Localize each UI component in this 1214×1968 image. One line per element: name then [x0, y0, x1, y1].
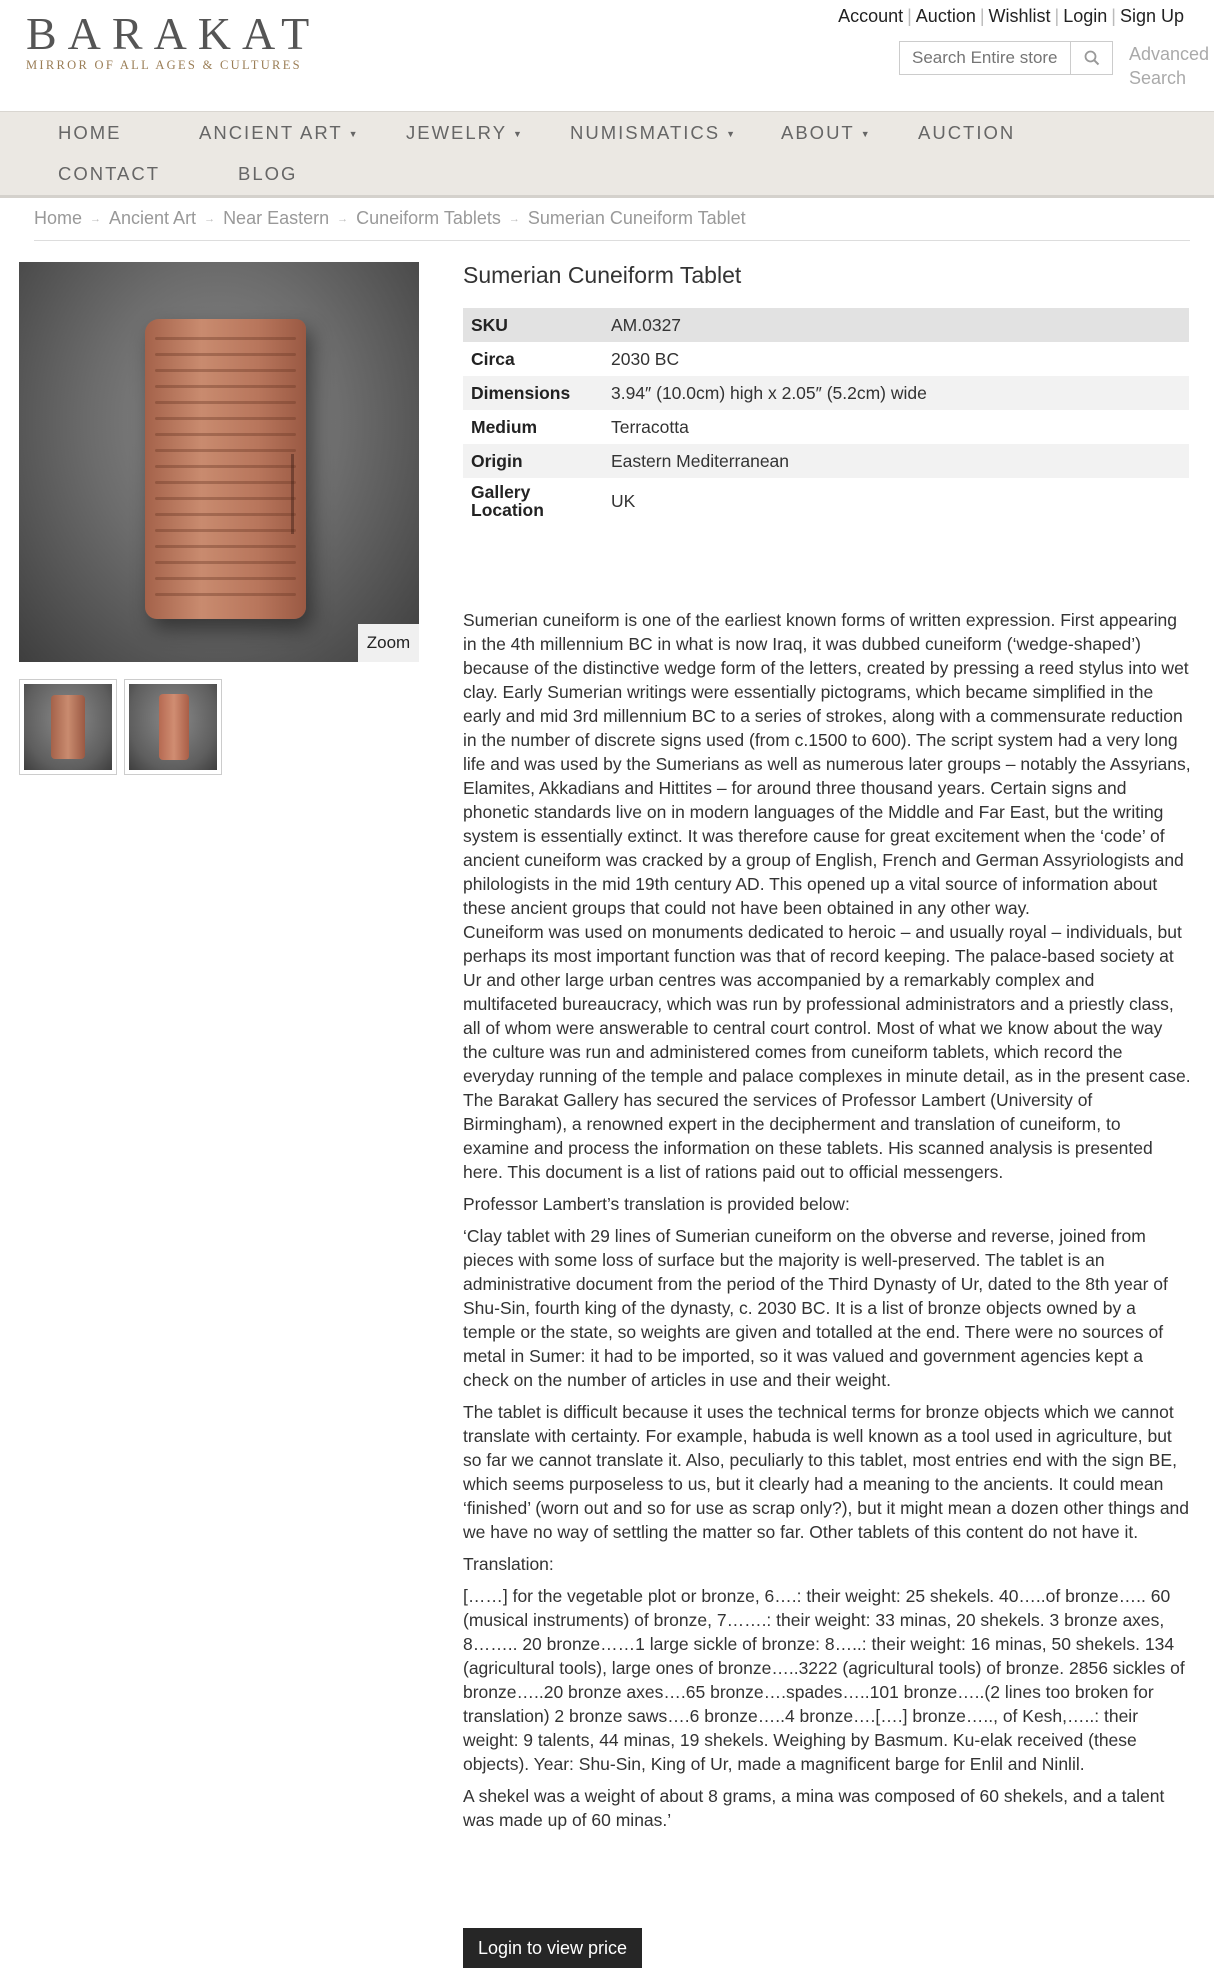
description-paragraph: Cuneiform was used on monuments dedicated to heroic – and usually royal – individuals, but perhaps its most important function was that of record keeping. The palace-based society at Ur and other large urban centres was accompanied by a remarkably complex and multifaceted bureaucracy, which was run by professional administrators and a priestly class, all of whom were answerable to central court control. Most of what we know about the way the culture was run and administered comes from cuneiform tablets, which record the everyday running of the temple and palace complexes in minute detail, as in the present case. The Barakat Gallery has secured the services of Professor Lambert (University of Birmingham), a renowned expert in the decipherment and translation of cuneiform, to examine and process the information on these tablets. His scanned analysis is presented here. This document is a list of rations paid out to official messengers.: [463, 922, 1191, 1182]
product-description: [463, 608, 1191, 1840]
product-specs-table: [463, 308, 1189, 524]
spec-value: Eastern Mediterranean: [603, 444, 1189, 478]
separator: |: [1111, 6, 1116, 26]
spec-row-gallery-location: [463, 478, 1189, 524]
search-input[interactable]: [900, 42, 1072, 74]
brand-name: BARAKAT: [26, 8, 321, 59]
breadcrumb-current: Sumerian Cuneiform Tablet: [527, 208, 746, 228]
sign-up-link[interactable]: Sign Up: [1119, 6, 1184, 26]
breadcrumb-cuneiform-tablets[interactable]: Cuneiform Tablets: [356, 208, 501, 228]
tablet-illustration: [145, 319, 306, 619]
nav-about[interactable]: [781, 122, 870, 144]
search-icon: [1084, 50, 1100, 66]
spec-row-medium: [463, 410, 1189, 444]
search-button[interactable]: [1070, 42, 1112, 74]
spec-row-sku: [463, 308, 1189, 342]
site-logo[interactable]: [26, 8, 320, 73]
thumbnail-2[interactable]: [124, 679, 222, 775]
nav-auction[interactable]: AUCTION: [918, 122, 1016, 143]
login-link[interactable]: Login: [1063, 6, 1108, 26]
spec-label: Origin: [463, 444, 603, 478]
nav-blog[interactable]: BLOG: [238, 163, 298, 184]
arrow-right-icon: →: [204, 213, 216, 226]
spec-value: 3.94″ (10.0cm) high x 2.05″ (5.2cm) wide: [603, 376, 1189, 410]
description-paragraph: ‘Clay tablet with 29 lines of Sumerian cuneiform on the obverse and reverse, joined from pieces with some loss of surface but the majority is well-preserved. The tablet is an administrative document from the period of the Third Dynasty of Ur, dated to the 8th year of Shu-Sin, fourth king of the dynasty, c. 2030 BC. It is a list of bronze objects owned by a temple or the state, so weights are given and totalled at the end. There were no sources of metal in Sumer: it had to be imported, so it was valued and government agencies kept a check on the number of articles in use and their weight.: [463, 1226, 1168, 1390]
spec-label: SKU: [463, 308, 603, 342]
description-paragraph: Translation:: [463, 1554, 554, 1574]
spec-row-circa: [463, 342, 1189, 376]
description-paragraph: Professor Lambert’s translation is provided below:: [463, 1194, 850, 1214]
breadcrumb-near-eastern[interactable]: Near Eastern: [223, 208, 330, 228]
account-link[interactable]: Account: [838, 6, 904, 26]
description-paragraph: The tablet is difficult because it uses the technical terms for bronze objects which we cannot translate with certainty. For example, habuda is well known as a tool used in agriculture, but so far we cannot translate it. Also, peculiarly to this tablet, most entries end with the sign BE, which seems purposeless to us, but it clearly had a meaning to the ancients. It could mean ‘finished’ (worn out and so for use as scrap only?), but it might mean a dozen other things and we have no way of settling the matter so far. Other tablets of this content do not have it.: [463, 1402, 1190, 1542]
spec-label: [463, 478, 603, 524]
caret-down-icon: ▼: [513, 129, 522, 140]
auction-link[interactable]: Auction: [915, 6, 976, 26]
spec-row-dimensions: [463, 376, 1189, 410]
thumbnail-1[interactable]: [19, 679, 117, 775]
breadcrumb-home[interactable]: Home: [34, 208, 83, 228]
spec-value: AM.0327: [603, 308, 1189, 342]
spec-label-line: Location: [471, 500, 544, 520]
top-links: [834, 6, 1188, 27]
separator: |: [907, 6, 912, 26]
spec-label: Circa: [471, 348, 515, 369]
nav-contact[interactable]: CONTACT: [58, 163, 161, 184]
breadcrumb: [34, 208, 746, 229]
spec-label: Dimensions: [463, 376, 603, 410]
arrow-right-icon: →: [90, 213, 102, 226]
spec-label-line: Gallery: [471, 482, 531, 502]
description-paragraph: [……] for the vegetable plot or bronze, 6….: their weight: 25 shekels. 40…..of bronze….. 60 (musical instruments) of bronze, 7…….: their weight: 33 minas, 20 shekels. 3 bronze axes, 8…….. 20 bronze……1 large sickle of bronze: 8…..: their weight: 16 minas, 50 shekels. 134 (agricultural tools), large ones of bronze…..3222 (agricultural tools) of bronze. 2856 sickles of bronze…..20 bronze axes….65 bronze….spades…..101 bronze…..(2 lines too broken for translation) 2 bronze saws….6 bronze…..4 bronze….[….] bronze….., of Kesh,…..: their weight: 9 talents, 44 minas, 19 shekels. Weighing by Basmum. Ku-elak received (these objects). Year: Shu-Sin, King of Ur, made a magnificent barge for Enlil and Ninlil.: [463, 1586, 1185, 1774]
zoom-button[interactable]: Zoom: [358, 624, 419, 662]
caret-down-icon: ▼: [860, 129, 870, 140]
spec-label: Medium: [471, 416, 538, 437]
nav-label: NUMISMATICS: [570, 122, 721, 143]
description-paragraph: Sumerian cuneiform is one of the earliest known forms of written expression. First appearing in the 4th millennium BC in what is now Iraq, it was dubbed cuneiform (‘wedge-shaped’) because of the distinctive wedge form of the letters, created by pressing a reed stylus into wet clay. Early Sumerian writings were essentially pictograms, which became simplified in the early and mid 3rd millennium BC to a series of strokes, along with a commensurate reduction in the number of discrete signs used (from c.1500 to 600). The script system had a very long life and was used by the Sumerians as well as numerous later groups – notably the Assyrians, Elamites, Akkadians and Hittites – for around three thousand years. Certain signs and phonetic standards live on in modern languages of the Middle and Far East, but the writing system is essentially extinct. It was therefore cause for great excitement when the ‘code’ of ancient cuneiform was cracked by a group of English, French and German Assyriologists and philologists in the mid 19th century AD. This opened up a vital source of information about these ancient groups that could not have been obtained in any other way.: [463, 610, 1191, 918]
advanced-search-link[interactable]: Advanced Search: [1129, 44, 1210, 88]
spec-row-origin: [463, 444, 1189, 478]
spec-value: UK: [611, 490, 636, 511]
spec-value: 2030 BC: [611, 348, 680, 369]
separator: |: [1054, 6, 1060, 26]
nav-numismatics[interactable]: [570, 122, 735, 144]
nav-ancient-art[interactable]: [199, 122, 358, 144]
product-title: Sumerian Cuneiform Tablet: [463, 262, 742, 288]
caret-down-icon: ▼: [348, 129, 358, 140]
wishlist-link[interactable]: Wishlist: [988, 6, 1051, 26]
thumbnail-image: [24, 684, 112, 770]
nav-label: JEWELRY: [406, 122, 508, 143]
breadcrumb-ancient-art[interactable]: Ancient Art: [109, 208, 197, 228]
thumbnail-image: [129, 684, 217, 770]
spec-value: Terracotta: [611, 416, 689, 437]
caret-down-icon: ▼: [726, 129, 736, 140]
brand-tagline: MIRROR OF ALL AGES & CULTURES: [26, 58, 302, 72]
separator: |: [979, 6, 985, 26]
nav-jewelry[interactable]: [406, 122, 522, 144]
arrow-right-icon: →: [337, 213, 349, 226]
nav-label: ANCIENT ART: [199, 122, 343, 143]
nav-label: ABOUT: [781, 122, 855, 143]
login-to-view-price-button[interactable]: Login to view price: [463, 1928, 642, 1968]
main-nav: [0, 111, 1214, 198]
arrow-right-icon: →: [508, 213, 520, 226]
nav-home[interactable]: HOME: [58, 122, 122, 143]
product-main-image[interactable]: [19, 262, 419, 662]
divider: [34, 240, 1190, 241]
description-paragraph: A shekel was a weight of about 8 grams, a mina was composed of 60 shekels, and a talent was made up of 60 minas.’: [463, 1786, 1165, 1830]
search-box: [899, 41, 1113, 75]
